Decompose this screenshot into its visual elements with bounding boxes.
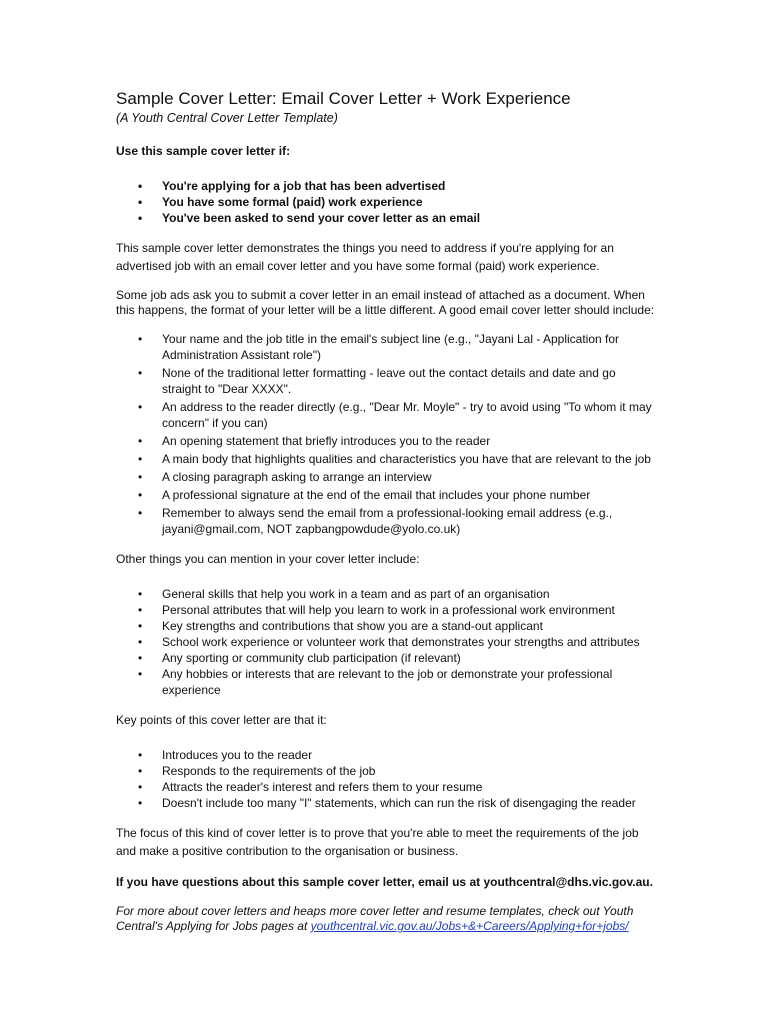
list-item-text: Attracts the reader's interest and refers them to your resume: [162, 780, 483, 794]
list-item: [116, 779, 656, 795]
questions-paragraph: If you have questions about this sample cover letter, email us at youthcentral@dhs.vic.gov.au.: [116, 875, 653, 889]
bullet-icon: •: [138, 488, 143, 502]
list-item-text: Any hobbies or interests that are relevant to the job or demonstrate your professional experience: [162, 667, 613, 697]
list-item: [116, 178, 656, 194]
list-item: [116, 747, 656, 763]
list-item-text: Doesn't include too many "I" statements, which can run the risk of disengaging the reader: [162, 796, 636, 810]
use-if-heading: Use this sample cover letter if:: [116, 144, 291, 158]
list-item-text: You're applying for a job that has been advertised: [162, 179, 446, 193]
list-item-text: Your name and the job title in the email's subject line (e.g., "Jayani Lal - Application for Administration Assistant role"): [162, 332, 620, 362]
bullet-icon: •: [138, 764, 143, 778]
list-item: [116, 433, 656, 449]
list-item: [116, 210, 656, 226]
list-item-text: You have some formal (paid) work experience: [162, 195, 423, 209]
list-item: [116, 487, 656, 503]
include-list: [116, 331, 656, 537]
bullet-icon: •: [138, 796, 143, 810]
bullet-icon: •: [138, 651, 143, 665]
list-item-text: Any sporting or community club participation (if relevant): [162, 651, 461, 665]
list-item: [116, 763, 656, 779]
bullet-icon: •: [138, 366, 143, 380]
bullet-icon: •: [138, 434, 143, 448]
list-item-text: A closing paragraph asking to arrange an interview: [162, 470, 432, 484]
bullet-icon: •: [138, 332, 143, 346]
use-if-list: [116, 178, 656, 226]
email-paragraph: Some job ads ask you to submit a cover letter in an email instead of attached as a document. When this happens, the format of your letter will be a little different. A good email cover letter should include:: [116, 288, 655, 317]
list-item: [116, 194, 656, 210]
list-item-text: General skills that help you work in a team and as part of an organisation: [162, 587, 550, 601]
list-item: [116, 451, 656, 467]
bullet-icon: •: [138, 603, 143, 617]
other-heading: Other things you can mention in your cover letter include:: [116, 552, 420, 566]
bullet-icon: •: [138, 748, 143, 762]
list-item: [116, 586, 656, 602]
list-item-text: Personal attributes that will help you learn to work in a professional work environment: [162, 603, 615, 617]
document-content: [116, 88, 656, 947]
list-item: [116, 618, 656, 634]
key-points-heading: Key points of this cover letter are that it:: [116, 713, 327, 727]
bullet-icon: •: [138, 619, 143, 633]
youth-central-jobs-link[interactable]: youthcentral.vic.gov.au/Jobs+&+Careers/Applying+for+jobs/: [310, 919, 629, 933]
document-subtitle: (A Youth Central Cover Letter Template): [116, 111, 338, 125]
list-item-text: A professional signature at the end of the email that includes your phone number: [162, 488, 591, 502]
focus-paragraph: The focus of this kind of cover letter is to prove that you're able to meet the requirements of the job and make a positive contribution to the organisation or business.: [116, 826, 639, 858]
document-title: Sample Cover Letter: Email Cover Letter + Work Experience: [116, 89, 571, 108]
bullet-icon: •: [138, 400, 143, 414]
list-item: [116, 365, 656, 397]
list-item-text: None of the traditional letter formatting - leave out the contact details and date and go straight to "Dear XXXX".: [162, 366, 616, 396]
list-item: [116, 634, 656, 650]
list-item: [116, 650, 656, 666]
bullet-icon: •: [138, 195, 143, 209]
list-item-text: School work experience or volunteer work that demonstrates your strengths and attributes: [162, 635, 640, 649]
list-item: [116, 602, 656, 618]
list-item-text: A main body that highlights qualities and characteristics you have that are relevant to the job: [162, 452, 651, 466]
footer-paragraph: [116, 904, 656, 934]
bullet-icon: •: [138, 470, 143, 484]
list-item: [116, 469, 656, 485]
list-item-text: An opening statement that briefly introduces you to the reader: [162, 434, 491, 448]
list-item-text: You've been asked to send your cover letter as an email: [162, 211, 481, 225]
bullet-icon: •: [138, 667, 143, 681]
bullet-icon: •: [138, 452, 143, 466]
key-points-list: [116, 747, 656, 811]
list-item-text: Key strengths and contributions that show you are a stand-out applicant: [162, 619, 543, 633]
list-item-text: An address to the reader directly (e.g., "Dear Mr. Moyle" - try to avoid using "To whom it may concern" if you can): [162, 400, 652, 430]
bullet-icon: •: [138, 635, 143, 649]
intro-paragraph: This sample cover letter demonstrates the things you need to address if you're applying for an advertised job with an email cover letter and you have some formal (paid) work experience.: [116, 241, 614, 273]
list-item-text: Responds to the requirements of the job: [162, 764, 376, 778]
list-item: [116, 399, 656, 431]
bullet-icon: •: [138, 211, 143, 225]
bullet-icon: •: [138, 179, 143, 193]
list-item: [116, 505, 656, 537]
footer-text: For more about cover letters and heaps more cover letter and resume templates, check out Youth Central's Applying for Jobs pages at: [116, 904, 634, 933]
list-item: [116, 795, 656, 811]
list-item: [116, 666, 656, 698]
bullet-icon: •: [138, 780, 143, 794]
list-item: [116, 331, 656, 363]
bullet-icon: •: [138, 506, 143, 520]
list-item-text: Introduces you to the reader: [162, 748, 313, 762]
other-list: [116, 586, 656, 698]
bullet-icon: •: [138, 587, 143, 601]
list-item-text: Remember to always send the email from a professional-looking email address (e.g., jayani@gmail.com, NOT zapbangpowdude@yolo.co.uk): [162, 506, 613, 536]
